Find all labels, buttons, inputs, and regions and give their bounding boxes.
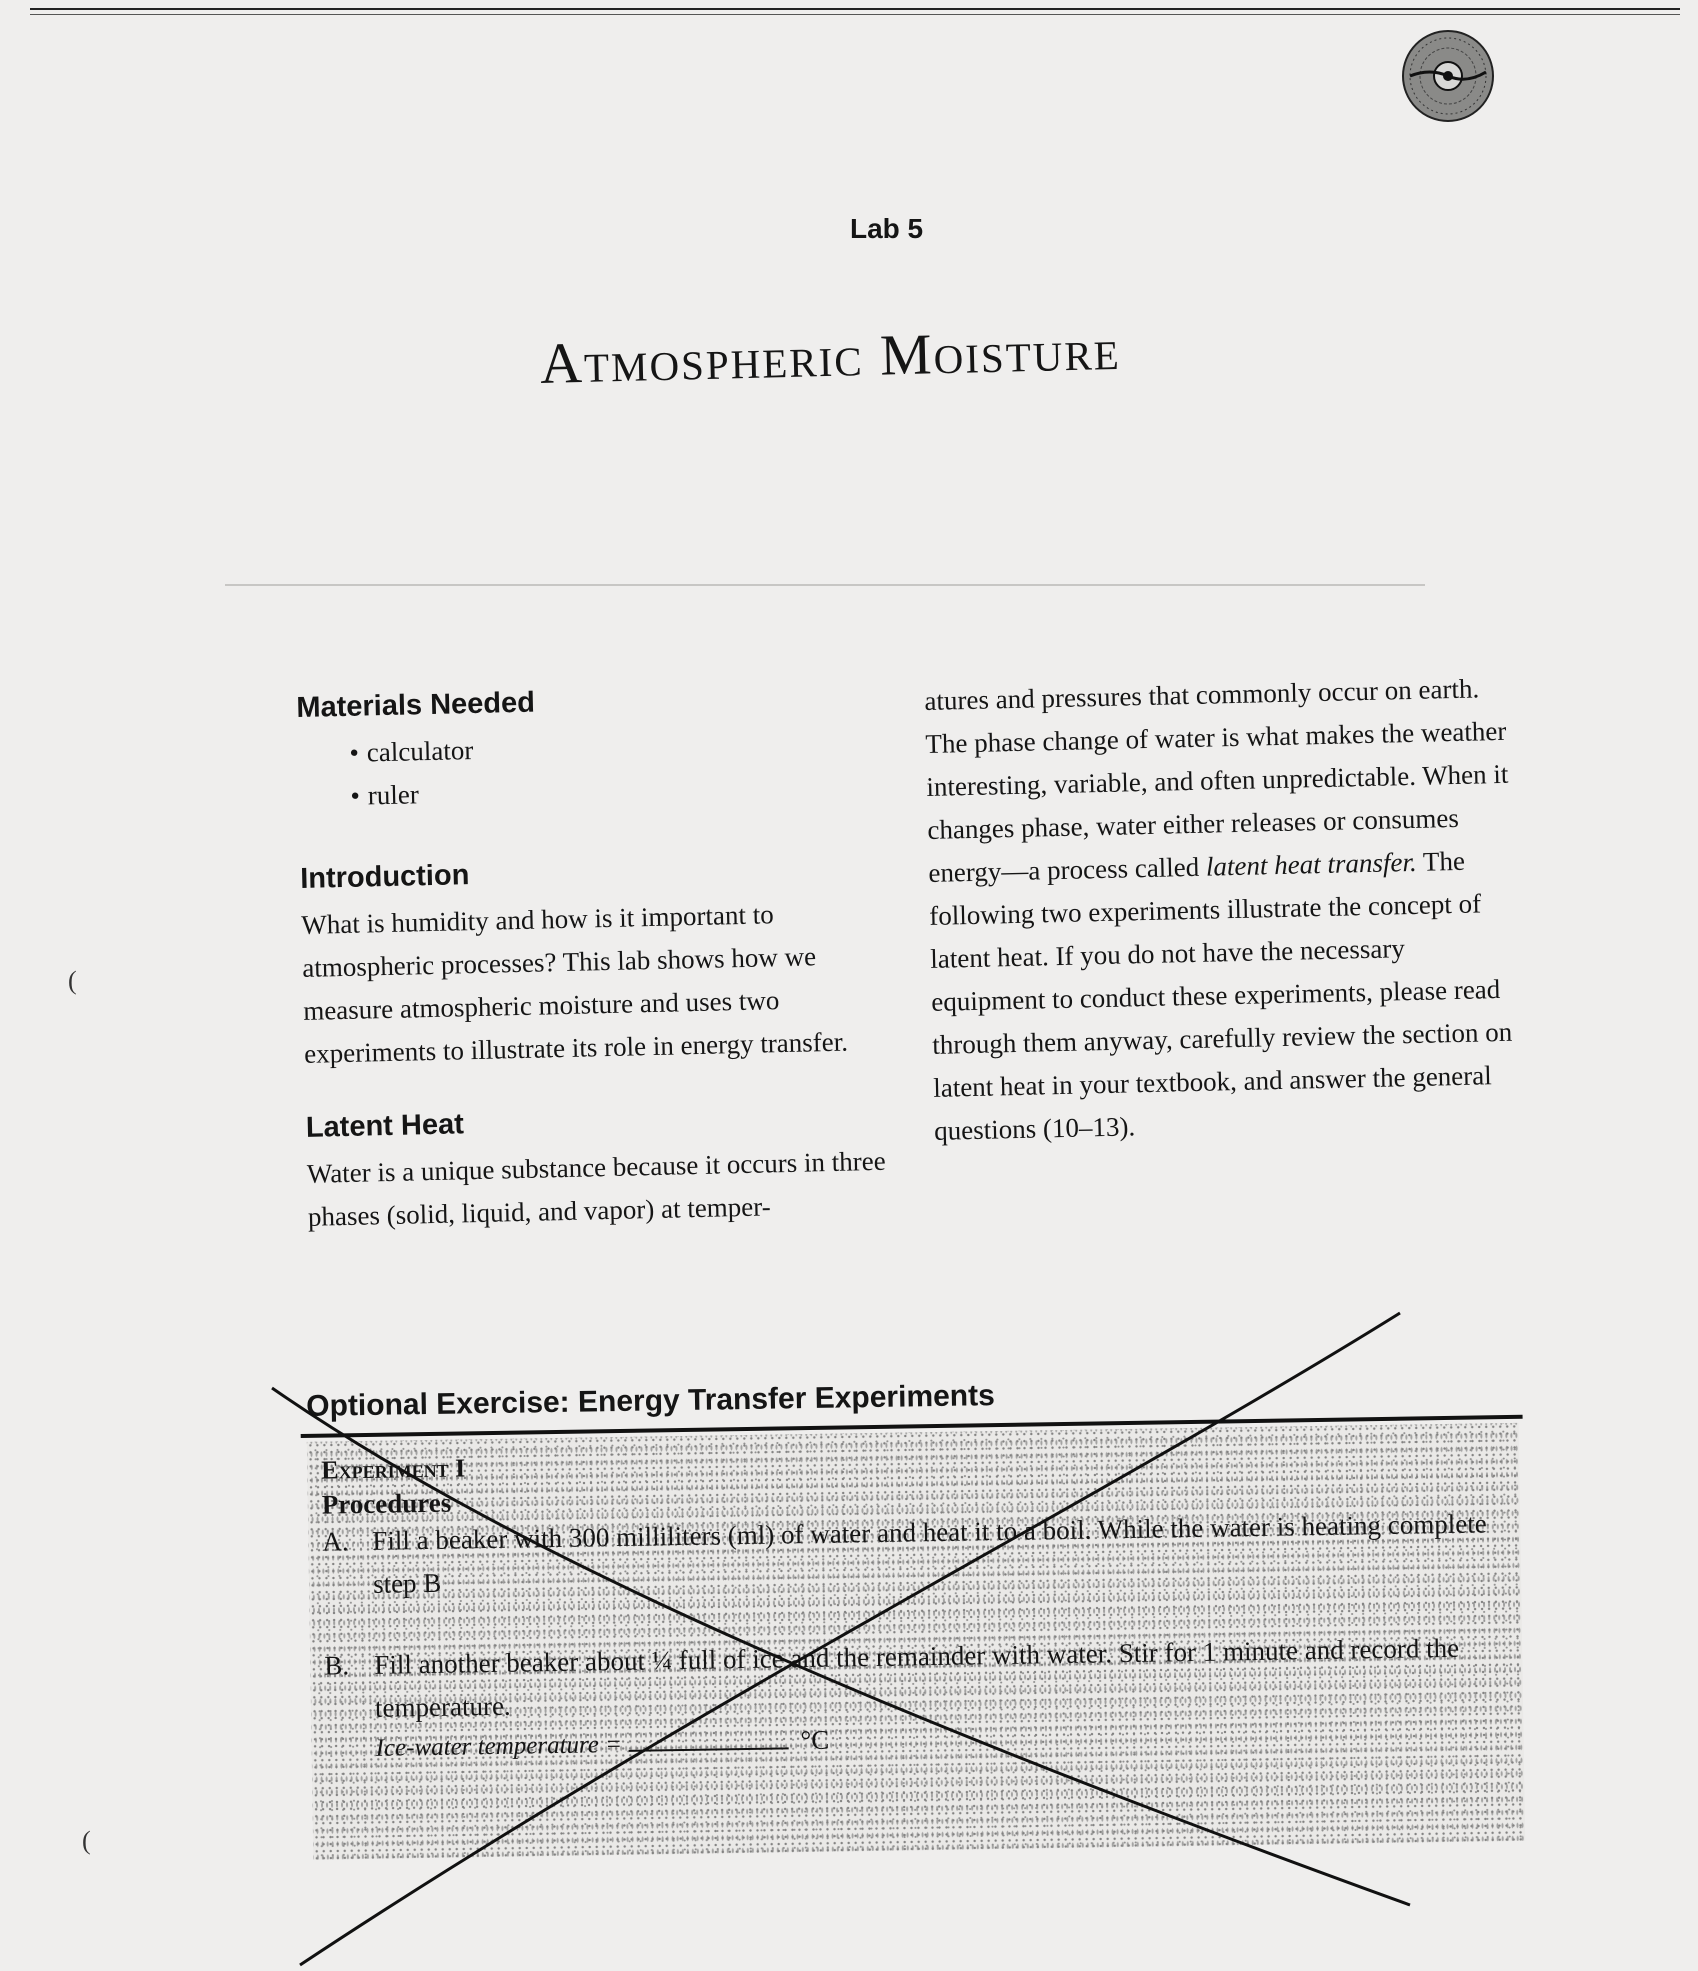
margin-mark: ( <box>68 966 77 995</box>
left-column <box>296 679 899 1275</box>
optional-exercise-content <box>321 1437 1506 1763</box>
latent-heat-text-left: Water is a unique substance because it occurs in three phases (solid, liquid, and vapor) at temper- <box>306 1145 886 1232</box>
optional-exercise-heading: Optional Exercise: Energy Transfer Experiments <box>305 1379 996 1423</box>
margin-mark: ( <box>82 1826 91 1855</box>
top-border-line-thin <box>30 14 1680 15</box>
materials-item: • calculator <box>349 720 888 775</box>
temperature-blank[interactable] <box>628 1725 788 1752</box>
latent-heat-text-right <box>924 667 1525 1153</box>
introduction-heading: Introduction <box>299 859 470 895</box>
materials-list <box>297 720 889 819</box>
materials-heading: Materials Needed <box>296 686 536 724</box>
optional-exercise-box <box>300 1371 1529 1860</box>
right-column <box>924 667 1525 1153</box>
step-letter: B. <box>324 1650 350 1681</box>
section-divider <box>225 584 1425 586</box>
temperature-unit: °C <box>800 1724 830 1756</box>
temperature-label: Ice-water temperature = <box>375 1730 623 1762</box>
procedure-step-b <box>324 1626 1505 1731</box>
latent-heat-text-right-a: atures and pressures that commonly occur on earth. The phase change of water is what makes the weather interesting, variable, and often unpredictable. When it changes phase, water either releases or consumes energy—a process called <box>924 673 1509 888</box>
step-letter: A. <box>322 1526 349 1557</box>
lab-number: Lab 5 <box>850 213 924 244</box>
procedures-label: Procedures <box>321 1487 452 1520</box>
latent-heat-text-right-b: The following two experiments illustrate the concept of latent heat. If you do not have the necessary equipment to conduct these experiments, please read through them anyway, carefully review the section on latent heat in your textbook, and answer the general questions (10–13). <box>929 845 1513 1146</box>
introduction-text: What is humidity and how is it important to atmospheric processes? This lab shows how we measure atmospheric moisture and uses two experiments to illustrate its role in energy transfer. <box>300 899 849 1069</box>
page-title: Atmospheric Moisture <box>539 316 1122 396</box>
top-border-line <box>30 8 1680 10</box>
step-text: Fill another beaker about ¼ full of ice and the remainder with water. Stir for 1 minute and record the temperature. <box>374 1632 1460 1723</box>
cd-icon <box>1400 28 1496 124</box>
latent-heat-heading: Latent Heat <box>305 1108 465 1144</box>
materials-item: • ruler <box>350 763 889 818</box>
experiment-label: Experiment I <box>321 1453 466 1485</box>
procedure-step-a <box>322 1502 1503 1607</box>
latent-heat-term: latent heat transfer. <box>1205 846 1417 882</box>
step-text: Fill a beaker with 300 milliliters (ml) of water and heat it to a boil. While the water is heating complete step B <box>372 1508 1487 1599</box>
